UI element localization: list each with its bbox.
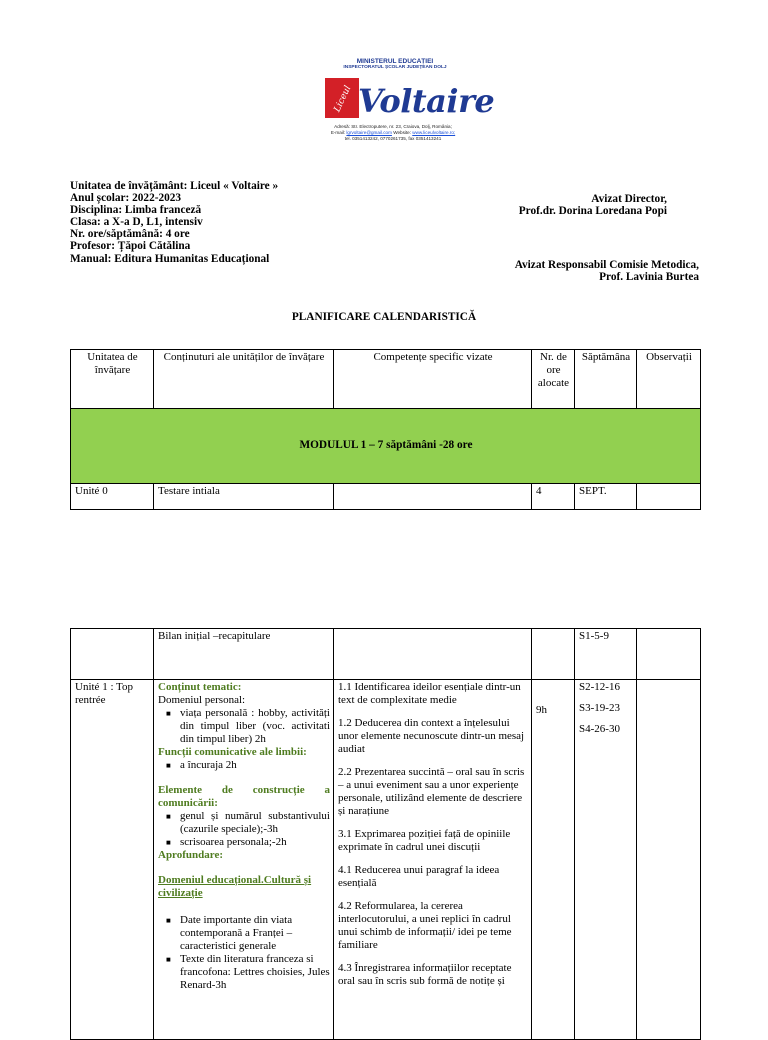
school-year: Anul școlar: 2022-2023 [70, 192, 182, 205]
logo-brand-text: Voltaire [358, 82, 495, 120]
hours-per-week: Nr. ore/săptămână: 4 ore [70, 228, 190, 241]
textbook: Manual: Editura Humanitas Educațional [70, 252, 270, 265]
director-approval [519, 193, 667, 217]
table-row [71, 629, 701, 680]
header-unit: Unitatea de învățare [71, 350, 154, 409]
functions-title: Funcții comunicative ale limbii: [158, 746, 307, 758]
module-banner: MODULUL 1 – 7 săptămâni -28 ore [71, 409, 701, 484]
week-item: S4-26-30 [579, 723, 620, 735]
competence-item: 4.3 Înregistrarea informațiilor receptate oral sau în scris sub formă de notițe și [338, 962, 512, 987]
email-prefix: E-mail: [330, 130, 346, 135]
ministry-heading [340, 58, 450, 71]
personal-list [158, 707, 330, 746]
school-info-block [70, 180, 278, 265]
website-prefix: Website: [393, 130, 411, 135]
logo-address-block [318, 124, 468, 142]
cell-notes [637, 629, 701, 680]
logo-address: Adresă: Str. Electroputere, nr. 23, Craiova, Dolj, România; [334, 124, 452, 129]
competence-item: 4.1 Reducerea unui paragraf la ideea esențială [338, 864, 500, 889]
cell-week: SEPT. [575, 484, 637, 510]
header-notes: Observații [637, 350, 701, 409]
competence-item: 1.1 Identificarea ideilor esențiale dintr-un text de complexitate medie [338, 681, 521, 706]
ministry-line1: MINISTERUL EDUCAȚIEI [356, 58, 434, 65]
domain-education: Domeniul educațional.Cultură și civilizație [158, 874, 312, 899]
cell-hours: 4 [532, 484, 575, 510]
cell-unit: Unité 1 : Top rentrée [71, 680, 154, 1040]
competence-item: 1.2 Deducerea din context a înțelesului unor elemente necunoscute dintr-un mesaj audiat [338, 717, 525, 755]
cell-content [154, 680, 334, 1040]
cell-unit [71, 629, 154, 680]
elements-title: Elemente de construcție a comunicării: [158, 784, 330, 809]
page-title: PLANIFICARE CALENDARISTICĂ [291, 311, 477, 323]
aprofundare-title: Aprofundare: [158, 849, 223, 861]
competence-item: 3.1 Exprimarea poziției față de opiniile exprimate în cadrul unei discuții [338, 828, 511, 853]
ministry-line2: INSPECTORATUL ȘCOLAR JUDEȚEAN DOLJ [343, 65, 447, 70]
list-item: ■ scrisoarea personala;-2h [180, 836, 330, 849]
elements-list [158, 810, 330, 849]
list-item: ■ Date importante din viata contemporană a Franței – caracteristici generale [180, 914, 330, 953]
school-logo [318, 58, 495, 150]
logo-side-text: Liceul [332, 84, 354, 114]
table-row [71, 680, 701, 1040]
week-item: S2-12-16 [579, 681, 620, 693]
discipline: Disciplina: Limba franceză [70, 204, 202, 217]
commission-approval-label: Avizat Responsabil Comisie Metodica, [514, 259, 699, 271]
table-header-row [71, 350, 701, 409]
cell-notes [637, 680, 701, 1040]
header-competences: Competențe specific vizate [334, 350, 532, 409]
functions-list [158, 759, 330, 772]
email-link[interactable]: lgrvoltaire@gmail.com [346, 130, 392, 135]
competence-item: 2.2 Prezentarea succintă – oral sau în scris – a unui eveniment sau a unor experiențe personale, utilizând elemente de descriere și narațiune [338, 766, 525, 817]
planning-table [70, 349, 701, 510]
cell-hours [532, 629, 575, 680]
cell-week: S1-5-9 [575, 629, 637, 680]
teacher-name: Profesor: Țăpoi Cătălina [70, 240, 191, 253]
website-link[interactable]: www.liceulvoltaire.ro; [412, 130, 456, 135]
module-row [71, 409, 701, 484]
cell-hours: 9h [532, 680, 575, 1040]
logo-red-block [325, 78, 359, 118]
list-item: ■ Texte din literatura franceza si francofona: Lettres choisies, Jules Renard-3h [180, 953, 330, 992]
domain-personal: Domeniul personal: [158, 694, 246, 706]
school-unit: Unitatea de învățământ: Liceul « Voltaire » [70, 180, 279, 192]
commission-approval [515, 259, 699, 283]
header-hours: Nr. de ore alocate [532, 350, 575, 409]
planning-table-continued [70, 628, 701, 1040]
cell-competences [334, 629, 532, 680]
list-item: ■ a încuraja 2h [180, 759, 330, 772]
week-item: S3-19-23 [579, 702, 620, 714]
competence-item: 4.2 Reformularea, la cererea interlocutorului, a unei replici în cadrul unui schimb de informații/ idei pe teme familiare [338, 900, 512, 951]
header-week: Săptămâna [575, 350, 637, 409]
cell-content: Testare intiala [154, 484, 334, 510]
list-item: ■ viața personală : hobby, activități din timpul liber (voc. activitati din timpul liber) 2h [180, 707, 330, 746]
cell-notes [637, 484, 701, 510]
logo-phones: tel. 0351413242, 0770261735, fax 0351413241 [344, 136, 442, 141]
cell-content: Bilan inițial –recapitulare [154, 629, 334, 680]
culture-list [158, 914, 330, 992]
director-approval-label: Avizat Director, [591, 193, 667, 205]
header-content: Conținuturi ale unităților de învățare [154, 350, 334, 409]
content-title: Conținut tematic: [158, 681, 242, 693]
commission-name: Prof. Lavinia Burtea [599, 271, 699, 284]
director-name: Prof.dr. Dorina Loredana Popi [518, 205, 667, 218]
cell-week [575, 680, 637, 1040]
table-row [71, 484, 701, 510]
cell-competences [334, 484, 532, 510]
cell-competences [334, 680, 532, 1040]
class-info: Clasa: a X-a D, L1, intensiv [70, 216, 203, 229]
cell-unit: Unité 0 [71, 484, 154, 510]
list-item: ■ genul și numărul substantivului (cazurile speciale);-3h [180, 810, 330, 836]
